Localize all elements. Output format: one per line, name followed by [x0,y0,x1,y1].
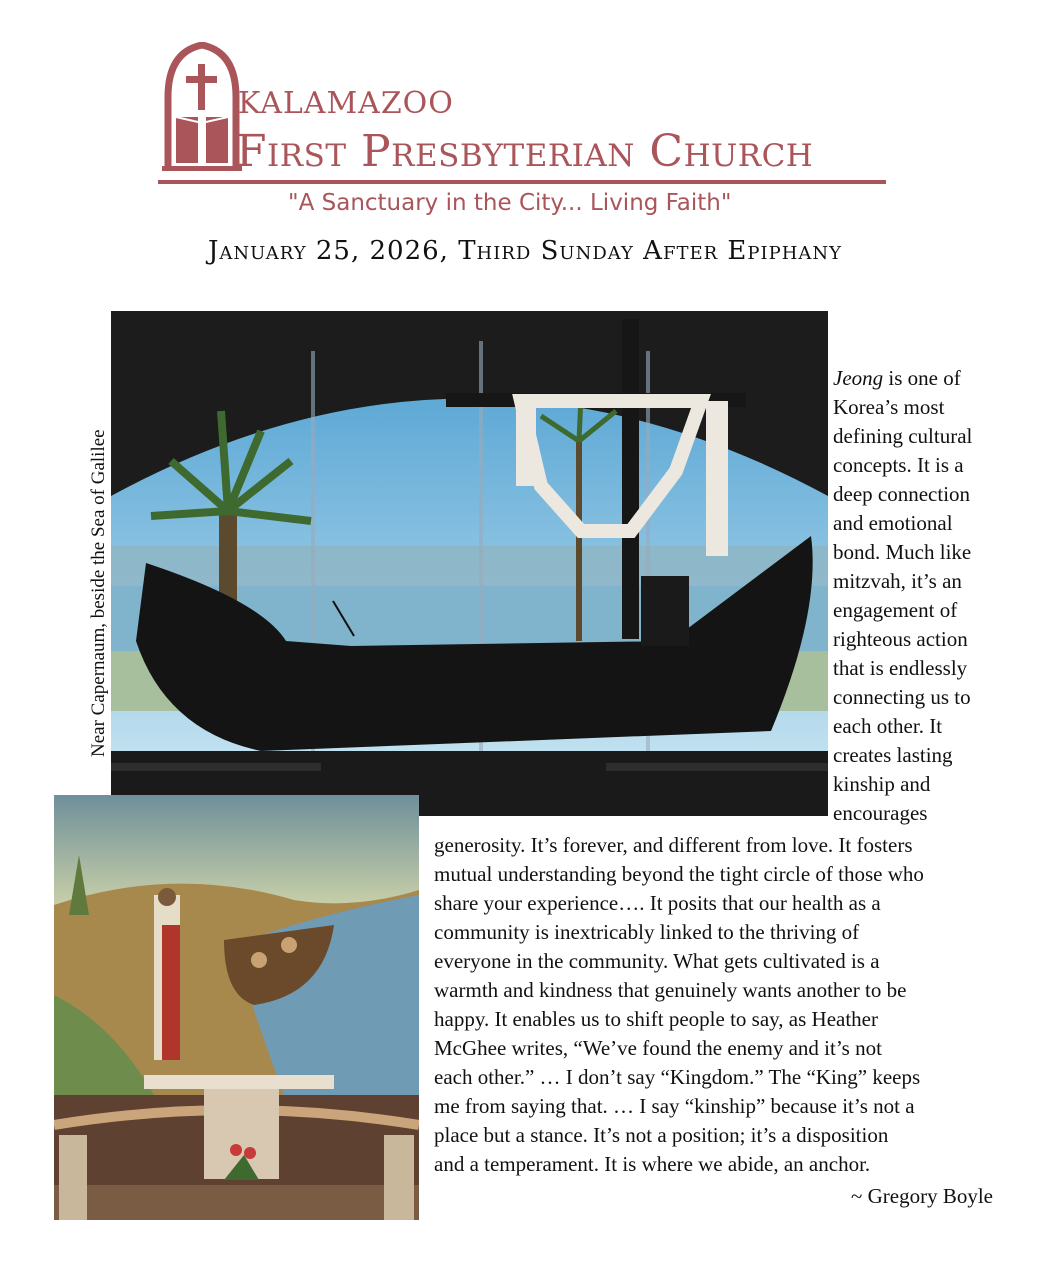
quote-line: defining cultural [833,424,973,448]
quote-line: creates lasting [833,743,953,767]
quote-line: each other.” … I don’t say “Kingdom.” The “King” keeps [434,1065,921,1089]
quote-wide-text [434,831,1014,1179]
quote-line: righteous action [833,627,968,651]
logo-city-name: KALAMAZOO [238,86,454,121]
quote-line: Jeong is one of [833,366,961,390]
quote-line: engagement of [833,598,958,622]
quote-line: warmth and kindness that genuinely wants another to be [434,978,907,1002]
quote-line: everyone in the community. What gets cultivated is a [434,949,880,973]
chapel-boat-photo [111,311,828,816]
quote-line: kinship and [833,772,931,796]
church-logo-icon [162,42,242,177]
quote-line: happy. It enables us to shift people to say, as Heather [434,1007,878,1031]
quote-line: share your experience…. It posits that our health as a [434,891,881,915]
photo-caption: Near Capernaum, beside the Sea of Galilee [88,429,109,757]
quote-line: each other. It [833,714,943,738]
quote-line: community is inextricably linked to the thriving of [434,920,860,944]
quote-line: Korea’s most [833,395,945,419]
quote-line: connecting us to [833,685,971,709]
service-date-heading: January 25, 2026, Third Sunday After Epiphany [207,236,843,266]
quote-line: encourages [833,801,928,825]
quote-line: place but a stance. It’s not a position; it’s a disposition [434,1123,889,1147]
quote-line: and emotional [833,511,953,535]
logo-church-name: First Presbyterian Church [236,126,814,177]
quote-line: mitzvah, it’s an [833,569,962,593]
quote-keyword: Jeong [833,366,884,390]
quote-line: McGhee writes, “We’ve found the enemy and it’s not [434,1036,882,1060]
quote-line: and a temperament. It is where we abide, an anchor. [434,1152,871,1176]
quote-line: generosity. It’s forever, and different from love. It fosters [434,833,913,857]
quote-line: mutual understanding beyond the tight circle of those who [434,862,924,886]
quote-column-text [833,364,1033,828]
logo-tagline: "A Sanctuary in the City... Living Faith" [288,190,732,216]
quote-line: bond. Much like [833,540,972,564]
quote-line: concepts. It is a [833,453,964,477]
logo-divider [158,180,886,184]
quote-attribution: ~ Gregory Boyle [851,1184,993,1208]
quote-line: me from saying that. … I say “kinship” because it’s not a [434,1094,915,1118]
mosaic-altar-photo [54,795,419,1220]
quote-line: that is endlessly [833,656,968,680]
quote-line: deep connection [833,482,971,506]
